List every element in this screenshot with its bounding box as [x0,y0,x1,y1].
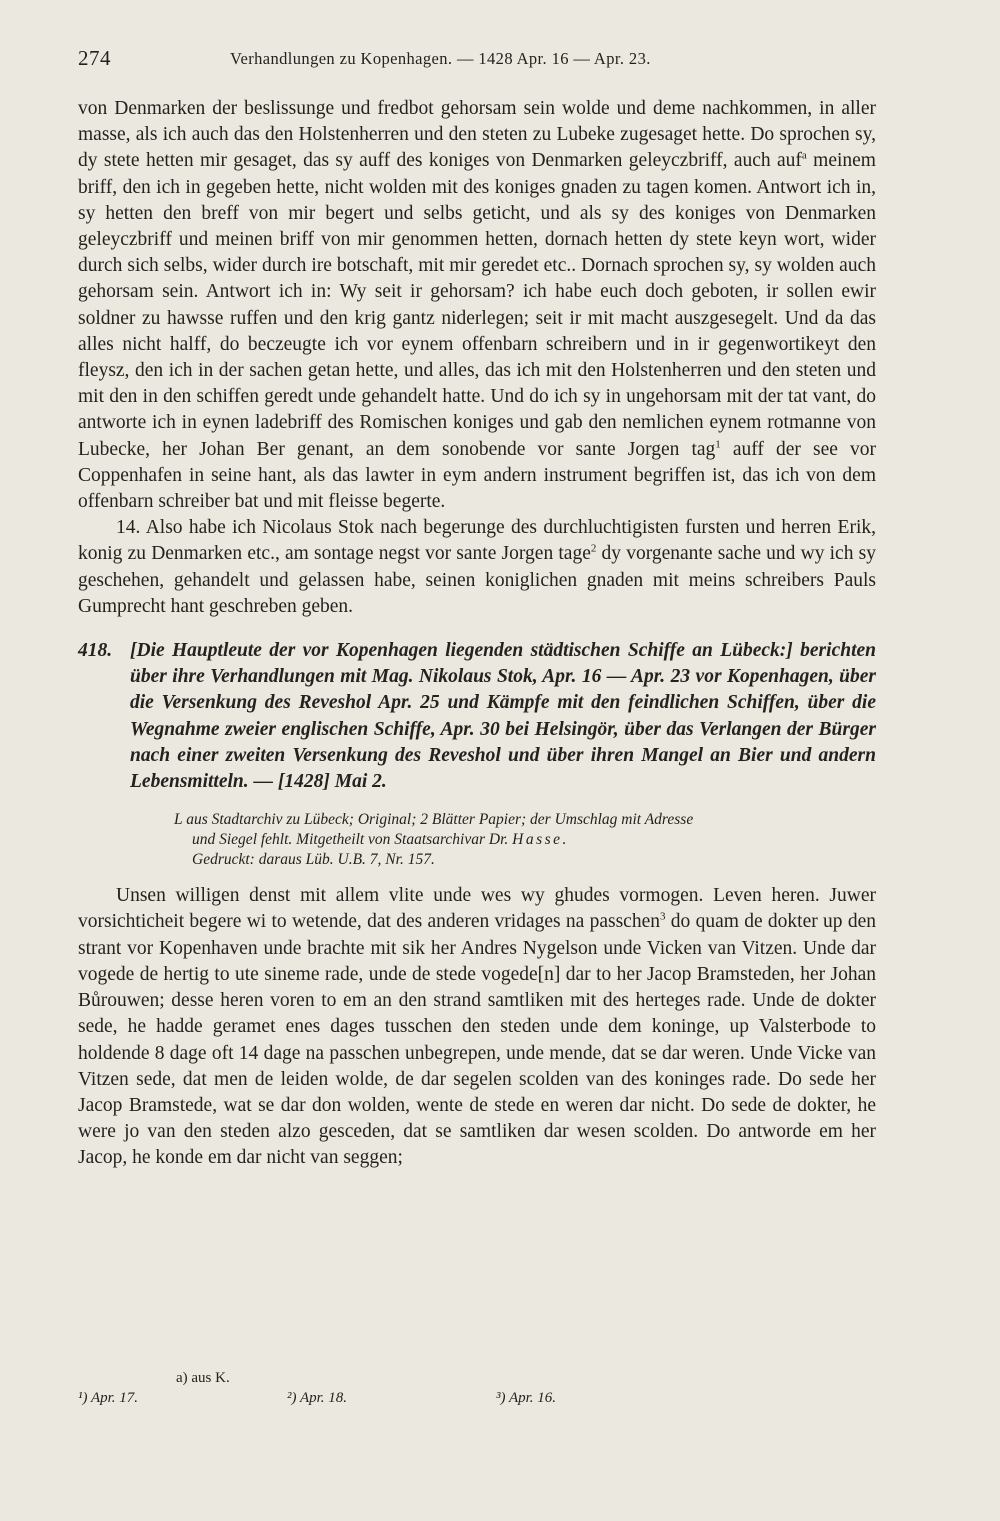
page-header [78,42,876,78]
text-span: auff der see vor Coppenhafen in seine hant, als das lawter in eym andern instrument begriffen ist, das ich von dem offenbarn schreiber bat und mit fleisse begerte. [78,438,876,513]
source-line [174,830,876,850]
footnote-marker-3: 3 [659,910,666,923]
document-heading [78,638,876,795]
text-span: meinem briff, den ich in gegeben hette, nicht wolden mit des koniges gnaden zu tagen komen. Antwort ich in, sy hetten den breff von mir begert und selbs geticht, und als sy des koniges von Denmarken geleyczbriff und meinen briff von mir genommen hetten, dornach hetten dy stete keyn wort, wider durch sich selbs, wider durch ire botschaft, mit mir geredet etc.. Dornach sprochen sy, sy wolden auch gehorsam sein. Antwort ich in: Wy seit ir gehorsam? ich habe euch doch geboten, ir sollen ewir soldner zu hawsse ruffen und den krig gantz niderlegen; seit ir mit macht auszgesegelt. Und da das alles nicht halff, do beczeugte ich vor eynem offenbarn schreibern und in ir gegenwortikeyt den fleysz, den ich in der sachen getan hette, und alles, das ich mit den Holstenherren und den steten und mit den in den schiffen geredt unde gehandelt hatte. Und do ich sy in ungehorsam mit der tat vant, do antworte ich in eynen ladebriff des Romischen koniges und gab den nemlichen eynem rotmanne von Lubecke, her Johan Ber genant, an dem sonobende vor sante Jorgen tag [78,150,876,460]
document-number: 418. [78,640,113,662]
letter-paragraph [78,883,876,1171]
footnote-3: ³) Apr. 16. [496,1390,557,1406]
footnote-a: a) aus K. [176,1370,230,1386]
text-span: von Denmarken der beslissunge und fredbot gehorsam sein wolde und deme nachkommen, in aller masse, als ich auch das den Holstenherren und den steten zu Lubeke zugesaget hette. Do sprochen sy, dy stete hetten mir gesaget, das sy auff des koniges von Denmarken geleyczbriff, auch auf [78,98,876,172]
archivist-name: Hasse [512,831,563,849]
running-title: Verhandlungen zu Kopenhagen. — 1428 Apr. 16 — Apr. 23. [230,49,651,68]
letter-text [78,883,876,1171]
printed-source-line: Gedruckt: daraus Lüb. U.B. 7, Nr. 157. [192,851,435,869]
paragraph-14 [78,515,876,620]
document-summary: [Die Hauptleute der vor Kopenhagen liegenden städtischen Schiffe an Lübeck:] berichten über ihre Verhandlungen mit Mag. Nikolaus Stok, Apr. 16 — Apr. 23 vor Kopenhagen, über die Versenkung des Reveshol Apr. 25 und Kämpfe mit den feindlichen Schiffen, über die Wegnahme zweier englischen Schiffe, Apr. 30 bei Helsingör, über das Verlangen der Bürger nach einer zweiten Versenkung des Reveshol und über ihren Mangel an Bier und andern Lebensmitteln. — [1428] Mai 2. [130,640,876,793]
text-span: 14. Also habe ich Nicolaus Stok nach begerunge des durchluchtigisten fursten und herren Erik, konig zu Denmarken etc., am sontage negst vor sante Jorgen tage [78,517,876,565]
footnote-marker-a: a [801,149,807,162]
source-note [174,810,876,870]
source-line: L aus Stadtarchiv zu Lübeck; Original; 2 Blätter Papier; der Umschlag mit Adresse [174,811,694,829]
footnote-marker-2: 2 [590,542,597,555]
text-span: . [562,831,567,849]
text-span: do quam de dokter up den strant vor Kopenhaven unde brachte mit sik her Andres Nygelson unde Vicken van Vitzen. Unde dar vogede de hertig to ute sineme rade, unde de stede vogede[n] dar to her Jacop Bramsteden, her Johan Bůrouwen; desse heren voren to em an den strand samtliken mit des herteges rade. Unde de dokter sede, he hadde geramet enes dages tusschen den steden unde dem koninge, up Valsterbode to holdende 8 dage oft 14 dage na passchen unbegrepen, unde mende, dat se dar weren. Unde Vicke van Vitzen sede, dat men de leiden wolde, de dar segelen scolden van des koninges rade. Do sede her Jacop Bramstede, wat se dar don wolden, wente de stede en weren dar nicht. Do sede de dokter, he were jo van den steden alzo gesceden, dat se samtliken dar wesen scolden. Do antworde em her Jacop, he konde em dar nicht van seggen; [78,911,876,1169]
page-number: 274 [78,46,111,70]
text-span: und Siegel fehlt. Mitgetheilt von Staatsarchivar Dr. [192,831,513,849]
main-text [78,96,876,620]
footnote-2: ²) Apr. 18. [287,1390,348,1406]
book-page [78,42,876,1482]
text-span: Unsen willigen denst mit allem vlite unde wes wy ghudes vormogen. Leven heren. Juwer vorsichticheit begere wi to wetende, dat des anderen vridages na passchen [78,885,876,933]
text-span: dy vorgenante sache und wy ich sy geschehen, gehandelt und gelassen habe, seinen koniglichen gnaden mit meins schreibers Pauls Gumprecht hant geschreben geben. [78,543,876,617]
footnote-1: ¹) Apr. 17. [78,1390,139,1406]
footnote-marker-1: 1 [715,438,721,451]
paragraph-13-end [78,96,876,515]
